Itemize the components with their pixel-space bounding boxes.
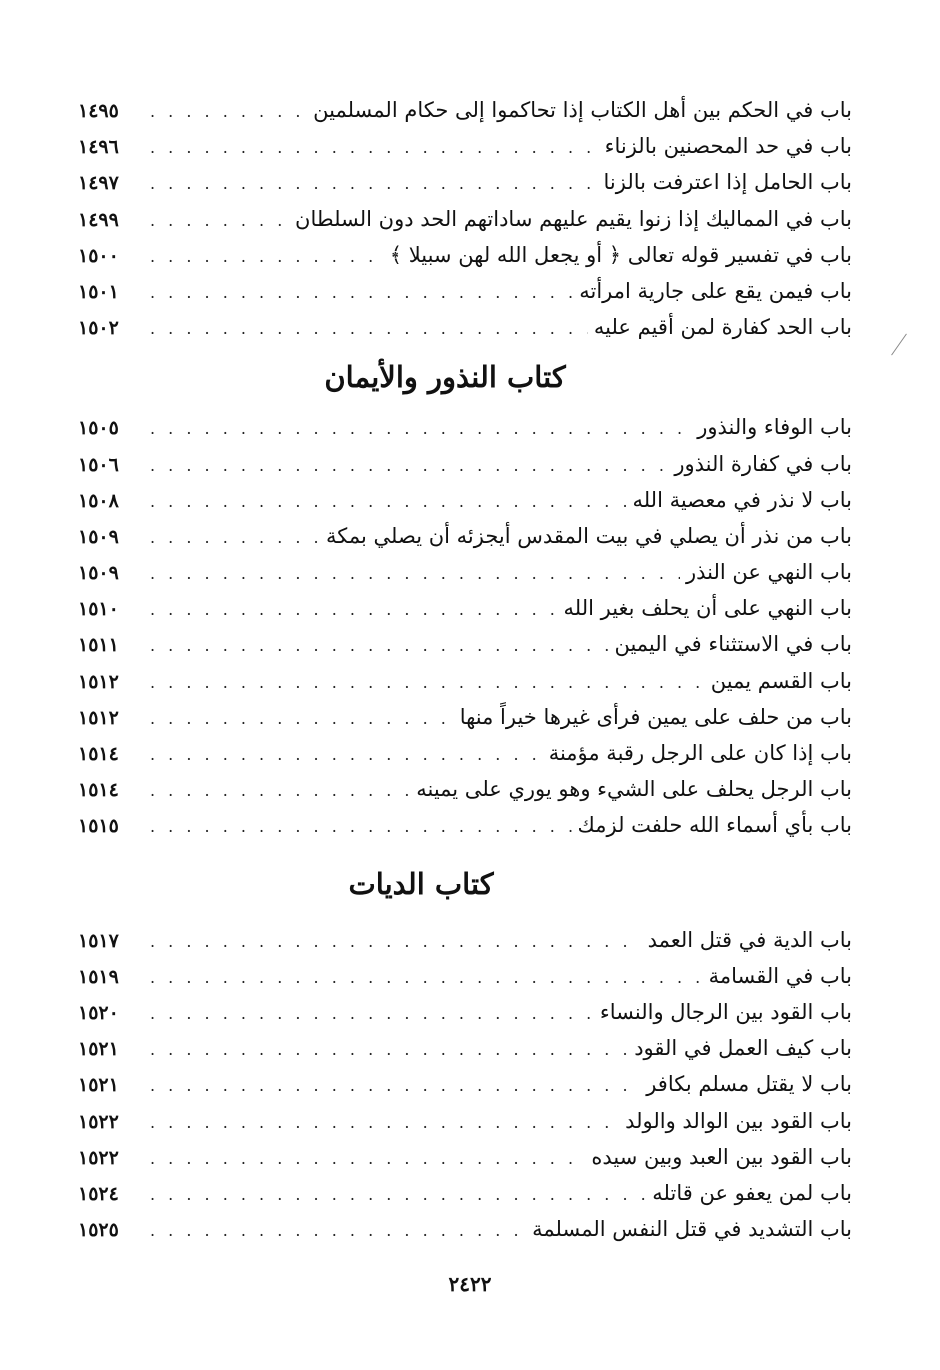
toc-entry bbox=[78, 1175, 852, 1211]
toc-entry-title: باب الرجل يحلف على الشيء وهو يوري على يمينه bbox=[416, 777, 852, 802]
toc-entry-page: ١٥٠٦ bbox=[78, 453, 119, 476]
margin-pen-mark bbox=[891, 334, 907, 356]
toc-entry bbox=[78, 201, 852, 237]
toc-entry-page: ١٥٠٠ bbox=[78, 244, 119, 267]
leader-dots bbox=[150, 665, 705, 701]
toc-entry-title: باب بأي أسماء الله حلفت لزمك bbox=[577, 813, 852, 838]
section-3-list bbox=[78, 922, 852, 1248]
leader-dots bbox=[150, 275, 573, 311]
toc-entry-title: باب الوفاء والنذور bbox=[697, 415, 852, 440]
leader-dots bbox=[150, 1141, 585, 1177]
toc-entry bbox=[78, 164, 852, 200]
toc-entry bbox=[78, 590, 852, 626]
toc-entry bbox=[78, 273, 852, 309]
toc-entry-page: ١٥١٤ bbox=[78, 743, 119, 765]
toc-entry-title: باب النهي عن النذر bbox=[685, 560, 852, 585]
toc-entry-title: باب في تفسير قوله تعالى ﴿ أو يجعل الله لهن سبيلا ﴾ bbox=[389, 242, 852, 267]
toc-entry bbox=[78, 128, 852, 164]
leader-dots bbox=[150, 484, 626, 520]
leader-dots bbox=[150, 520, 320, 556]
toc-entry-page: ١٥٠٢ bbox=[78, 317, 119, 340]
toc-entry bbox=[78, 663, 852, 699]
toc-entry bbox=[78, 446, 852, 482]
toc-entry bbox=[78, 771, 852, 807]
toc-entry-title: باب في حد المحصنين بالزناء bbox=[604, 134, 852, 159]
toc-entry-title: باب لمن يعفو عن قاتله bbox=[652, 1180, 852, 1205]
leader-dots bbox=[150, 1105, 619, 1141]
toc-entry bbox=[78, 309, 852, 345]
toc-entry-title: باب في القسامة bbox=[708, 963, 852, 988]
leader-dots bbox=[150, 773, 410, 809]
toc-entry-page: ١٥١١ bbox=[78, 634, 119, 657]
toc-entry-page: ١٥٠٥ bbox=[78, 417, 119, 440]
toc-entry bbox=[78, 1139, 852, 1175]
leader-dots bbox=[150, 592, 558, 628]
toc-entry-title: باب في كفارة النذور bbox=[674, 451, 852, 476]
leader-dots bbox=[150, 737, 543, 773]
leader-dots bbox=[150, 130, 599, 166]
toc-entry-page: ١٥٠٨ bbox=[78, 489, 119, 512]
section-heading-vows-oaths: كتاب النذور والأيمان bbox=[324, 360, 566, 395]
toc-entry bbox=[78, 1211, 852, 1247]
toc-entry-page: ١٥١٢ bbox=[78, 670, 119, 693]
toc-entry-title: باب فيمن يقع على جارية امرأته bbox=[579, 278, 852, 303]
leader-dots bbox=[150, 311, 588, 347]
toc-entry-title: باب إذا كان على الرجل رقبة مؤمنة bbox=[548, 741, 852, 765]
toc-entry bbox=[78, 482, 852, 518]
leader-dots bbox=[150, 203, 289, 239]
toc-entry bbox=[78, 1066, 852, 1102]
leader-dots bbox=[150, 809, 572, 845]
toc-entry-title: باب من حلف على يمين فرأى غيرها خيراً منها bbox=[459, 704, 852, 729]
leader-dots bbox=[150, 448, 668, 484]
toc-entry-title: باب لا نذر في معصية الله bbox=[632, 487, 852, 512]
toc-entry-title: باب التشديد في قتل النفس المسلمة bbox=[532, 1217, 852, 1242]
toc-entry-page: ١٥٠٩ bbox=[78, 525, 119, 548]
toc-entry bbox=[78, 237, 852, 273]
toc-entry-page: ١٥١٠ bbox=[78, 598, 119, 621]
toc-entry-page: ١٤٩٥ bbox=[78, 100, 119, 122]
toc-entry-title: باب لا يقتل مسلم بكافر bbox=[646, 1072, 852, 1097]
toc-entry-title: باب النهي على أن يحلف بغير الله bbox=[563, 596, 852, 621]
toc-entry-title: باب الدية في قتل العمد bbox=[647, 927, 852, 952]
toc-entry-title: باب من نذر أن يصلي في بيت المقدس أيجزئه أن يصلي بمكة bbox=[326, 523, 852, 548]
section-heading-blood-money: كتاب الديات bbox=[348, 866, 494, 901]
leader-dots bbox=[150, 701, 454, 737]
toc-entry bbox=[78, 554, 852, 590]
toc-entry-page: ١٥١٥ bbox=[78, 815, 119, 838]
toc-entry bbox=[78, 735, 852, 771]
toc-entry-page: ١٥٢٢ bbox=[78, 1146, 119, 1169]
toc-entry-page: ١٥٢٤ bbox=[78, 1182, 119, 1205]
toc-entry-title: باب القود بين العبد وبين سيده bbox=[591, 1144, 852, 1169]
toc-entry-page: ١٥٢١ bbox=[78, 1074, 119, 1097]
leader-dots bbox=[150, 411, 691, 447]
leader-dots bbox=[150, 628, 608, 664]
toc-entry-page: ١٥١٤ bbox=[78, 779, 119, 802]
leader-dots bbox=[150, 239, 384, 275]
toc-entry-title: باب الحامل إذا اعترفت بالزنا bbox=[603, 170, 852, 195]
leader-dots bbox=[150, 94, 307, 130]
toc-entry-page: ١٥٢٢ bbox=[78, 1110, 119, 1133]
leader-dots bbox=[150, 556, 680, 592]
toc-entry-page: ١٥٠١ bbox=[78, 280, 119, 303]
toc-entry-page: ١٤٩٧ bbox=[78, 172, 119, 195]
toc-entry-page: ١٤٩٩ bbox=[78, 208, 119, 231]
leader-dots bbox=[150, 996, 594, 1032]
toc-entry-page: ١٤٩٦ bbox=[78, 136, 119, 159]
leader-dots bbox=[150, 960, 703, 996]
toc-entry-page: ١٥٠٩ bbox=[78, 562, 119, 585]
leader-dots bbox=[150, 1213, 526, 1249]
toc-entry-page: ١٥٢٠ bbox=[78, 1001, 119, 1024]
page-number: ٢٤٢٢ bbox=[448, 1272, 492, 1296]
leader-dots bbox=[150, 166, 598, 202]
toc-entry bbox=[78, 699, 852, 735]
toc-entry bbox=[78, 958, 852, 994]
toc-entry bbox=[78, 807, 852, 843]
toc-entry-title: باب القسم يمين bbox=[710, 668, 852, 693]
toc-entry-page: ١٥١٩ bbox=[78, 965, 119, 988]
toc-entry-page: ١٥٢١ bbox=[78, 1038, 119, 1061]
toc-entry-title: باب القود بين الرجال والنساء bbox=[599, 999, 852, 1024]
toc-entry-title: باب القود بين الوالد والولد bbox=[625, 1108, 852, 1133]
leader-dots bbox=[150, 1032, 628, 1068]
toc-entry bbox=[78, 1103, 852, 1139]
toc-entry bbox=[78, 626, 852, 662]
toc-entry bbox=[78, 922, 852, 958]
toc-entry-title: باب الحد كفارة لمن أقيم عليه bbox=[593, 315, 852, 340]
toc-entry-title: باب في المماليك إذا زنوا يقيم عليهم ساداتهم الحد دون السلطان bbox=[295, 206, 852, 231]
leader-dots bbox=[150, 1177, 646, 1213]
toc-entry bbox=[78, 518, 852, 554]
toc-entry-page: ١٥١٧ bbox=[78, 929, 119, 952]
toc-entry-page: ١٥٢٥ bbox=[78, 1219, 119, 1242]
toc-entry bbox=[78, 409, 852, 445]
toc-entry bbox=[78, 1030, 852, 1066]
leader-dots bbox=[150, 1068, 640, 1104]
toc-entry-title: باب في الحكم بين أهل الكتاب إذا تحاكموا إلى حكام المسلمين bbox=[313, 98, 852, 122]
section-1-list bbox=[78, 92, 852, 345]
toc-entry-title: باب كيف العمل في القود bbox=[634, 1036, 852, 1061]
leader-dots bbox=[150, 924, 642, 960]
toc-entry-page: ١٥١٢ bbox=[78, 706, 119, 729]
section-2-list bbox=[78, 409, 852, 843]
toc-entry bbox=[78, 994, 852, 1030]
toc-entry bbox=[78, 92, 852, 128]
table-of-contents bbox=[78, 92, 852, 1247]
toc-entry-title: باب في الاستثناء في اليمين bbox=[614, 632, 852, 657]
